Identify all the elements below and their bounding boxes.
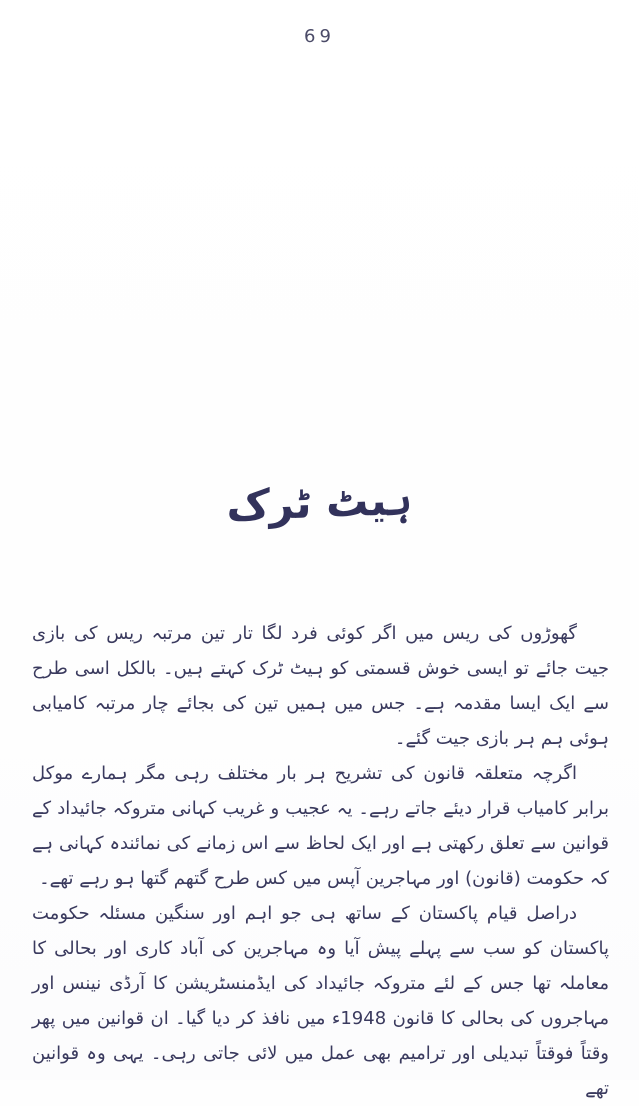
body-text xyxy=(32,616,609,1106)
paragraph-1: گھوڑوں کی ریس میں اگر کوئی فرد لگا تار تین مرتبہ ریس کی بازی جیت جائے تو ایسی خوش قسمتی کو ہیٹ ٹرک کہتے ہیں۔ بالکل اسی طرح سے ایک ایسا مقدمہ ہے۔ جس میں ہمیں تین کی بجائے چار مرتبہ کامیابی ہوئی ہم ہر بازی جیت گئے۔ xyxy=(32,623,609,749)
chapter-title: ہیٹ ٹرک xyxy=(226,474,413,531)
paragraph-2: اگرچہ متعلقہ قانون کی تشریح ہر بار مختلف رہی مگر ہمارے موکل برابر کامیاب قرار دیئے جاتے رہے۔ یہ عجیب و غریب کہانی متروکہ جائیداد کے قوانین سے تعلق رکھتی ہے اور ایک لحاظ سے اس زمانے کی نمائندہ کہانی ہے کہ حکومت (قانون) اور مہاجرین آپس میں کس طرح گتھم گتھا ہو رہے تھے۔ xyxy=(32,763,609,889)
paragraph-3: دراصل قیام پاکستان کے ساتھ ہی جو اہم اور سنگین مسئلہ حکومت پاکستان کو سب سے پہلے پیش آیا وہ مہاجرین کی آباد کاری اور بحالی کا معاملہ تھا جس کے لئے متروکہ جائیداد کی ایڈمنسٹریشن کا آرڈی نینس اور مہاجروں کی بحالی کا قانون 1948ء میں نافذ کر دیا گیا۔ ان قوانین میں پھر وقتاً فوقتاً تبدیلی اور ترامیم بھی عمل میں لائی جاتی رہی۔ یہی وہ قوانین تھے xyxy=(32,903,610,1099)
page-number: 69 xyxy=(304,26,335,47)
